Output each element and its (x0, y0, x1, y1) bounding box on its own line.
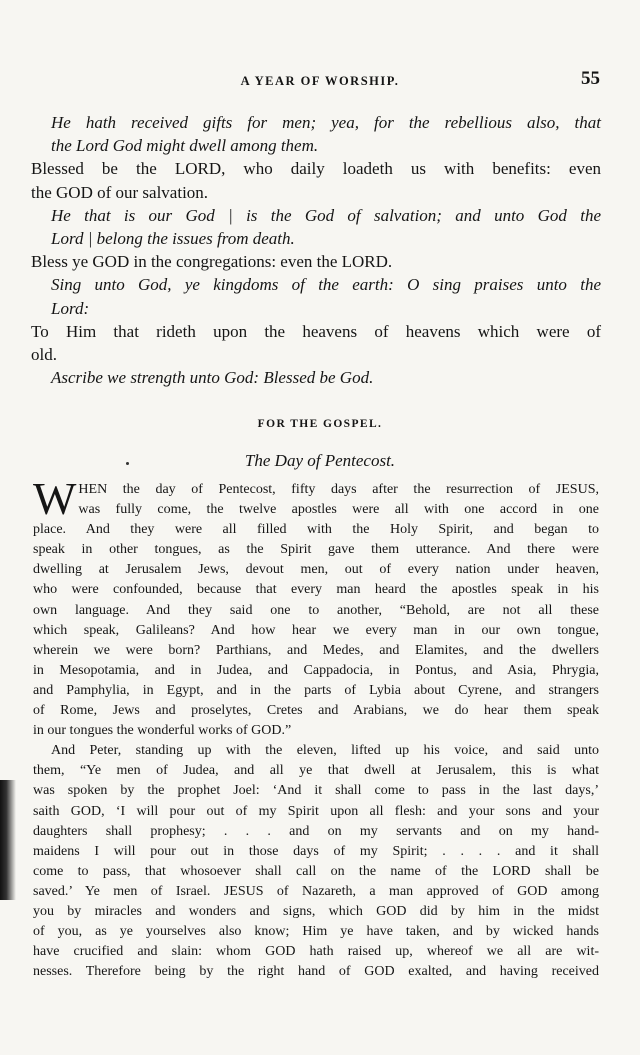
gospel-line: you by miracles and wonders and signs, which GOD did by him in the midst (33, 903, 599, 919)
psalm-verse (33, 273, 601, 319)
psalm-verse (33, 204, 601, 250)
gospel-line: in our tongues the wonderful works of GOD.” (33, 723, 292, 739)
gospel-line: have crucified and slain: whom GOD hath raised up, whereof we all are wit- (33, 944, 599, 960)
gospel-line: speak in other tongues, as the Spirit gave them utterance. And there were (33, 542, 599, 558)
verse-line: Bless ye GOD in the congregations: even the LORD. (31, 252, 393, 272)
psalm-verse (33, 320, 601, 366)
psalm-verse (33, 366, 601, 389)
verse-line: He that is our God | is the God of salvation; and unto God the (51, 205, 601, 225)
verse-line: old. (31, 345, 57, 365)
gospel-line: saved.’ Ye men of Israel. JESUS of Nazareth, a man approved of GOD among (33, 883, 599, 899)
page-header (40, 68, 600, 96)
gospel-line: in Mesopotamia, and in Judea, and Cappadocia, in Pontus, and Asia, Phrygia, (33, 662, 599, 678)
psalm-verse (33, 157, 601, 203)
verse-line: To Him that rideth upon the heavens of heavens which were of (31, 321, 601, 341)
verse-line: the GOD of our salvation. (31, 182, 209, 202)
gospel-line: and Pamphylia, in Egypt, and in the parts of Lybia about Cyrene, and strangers (33, 682, 599, 698)
gospel-line: which speak, Galileans? And how hear we every man in our own tongue, (33, 622, 599, 638)
gospel-line: come to pass, that whosoever shall call on the name of the LORD shall be (33, 863, 599, 879)
gospel-line: who were confounded, because that every man heard the apostles speak in his (33, 582, 599, 598)
verse-line: Ascribe we strength unto God: Blessed be God. (51, 368, 374, 388)
gospel-line: them, “Ye men of Judea, and all ye that dwell at Jerusalem, this is what (33, 763, 599, 779)
psalm-verse (33, 111, 601, 157)
verse-line: the Lord God might dwell among them. (51, 136, 319, 156)
gospel-line: own language. And they said one to another, “Behold, are not all these (33, 602, 599, 618)
verse-line: Sing unto God, ye kingdoms of the earth: O sing praises unto the (51, 275, 601, 295)
psalm-text (33, 111, 601, 389)
gospel-line: saith GOD, ‘I will pour out of my Spirit upon all flesh: and your sons and your (33, 803, 599, 819)
gospel-line: place. And they were all filled with the Holy Spirit, and began to (33, 522, 599, 538)
gospel-line: And Peter, standing up with the eleven, lifted up his voice, and said unto (51, 743, 599, 759)
gospel-line: nesses. Therefore being by the right hand of GOD exalted, and having received (33, 964, 599, 980)
gospel-text (33, 473, 599, 982)
drop-cap: W (33, 473, 77, 524)
gospel-line: wherein we were born? Parthians, and Medes, and Elamites, and the dwellers (33, 642, 599, 658)
gospel-line: maidens I will pour out in those days of my Spirit; . . . . and it shall (33, 843, 599, 859)
verse-line: He hath received gifts for men; yea, for the rebellious also, that (51, 113, 601, 132)
gospel-title: The Day of Pentecost. (244, 451, 396, 470)
gospel-paragraph-2 (33, 741, 599, 982)
gospel-line: was spoken by the prophet Joel: ‘And it shall come to pass in the last days,’ (33, 783, 599, 799)
gospel-line: was fully come, the twelve apostles were all with one accord in one (78, 502, 599, 518)
gospel-line: of Rome, Jews and proselytes, Cretes and Arabians, we do hear them speak (33, 703, 599, 719)
section-heading: FOR THE GOSPEL. (257, 418, 383, 430)
gospel-paragraph-1 (33, 473, 599, 741)
verse-line: Blessed be the LORD, who daily loadeth us with benefits: even (31, 159, 601, 179)
verse-line: Lord: (51, 298, 90, 318)
verse-line: Lord | belong the issues from death. (51, 229, 295, 249)
gospel-line: dwelling at Jerusalem Jews, devout men, out of every nation under heaven, (33, 562, 599, 578)
psalm-verse (33, 250, 601, 273)
gospel-line: HEN the day of Pentecost, fifty days after the resurrection of JESUS, (78, 482, 599, 497)
gospel-line: of you, as ye yourselves also know; Him ye have taken, and by wicked hands (33, 924, 599, 940)
binding-shadow (0, 780, 16, 900)
page-number: 55 (581, 68, 600, 89)
gospel-line: daughters shall prophesy; . . . and on my servants and on my hand- (33, 823, 599, 839)
running-title: A YEAR OF WORSHIP. (240, 74, 400, 88)
